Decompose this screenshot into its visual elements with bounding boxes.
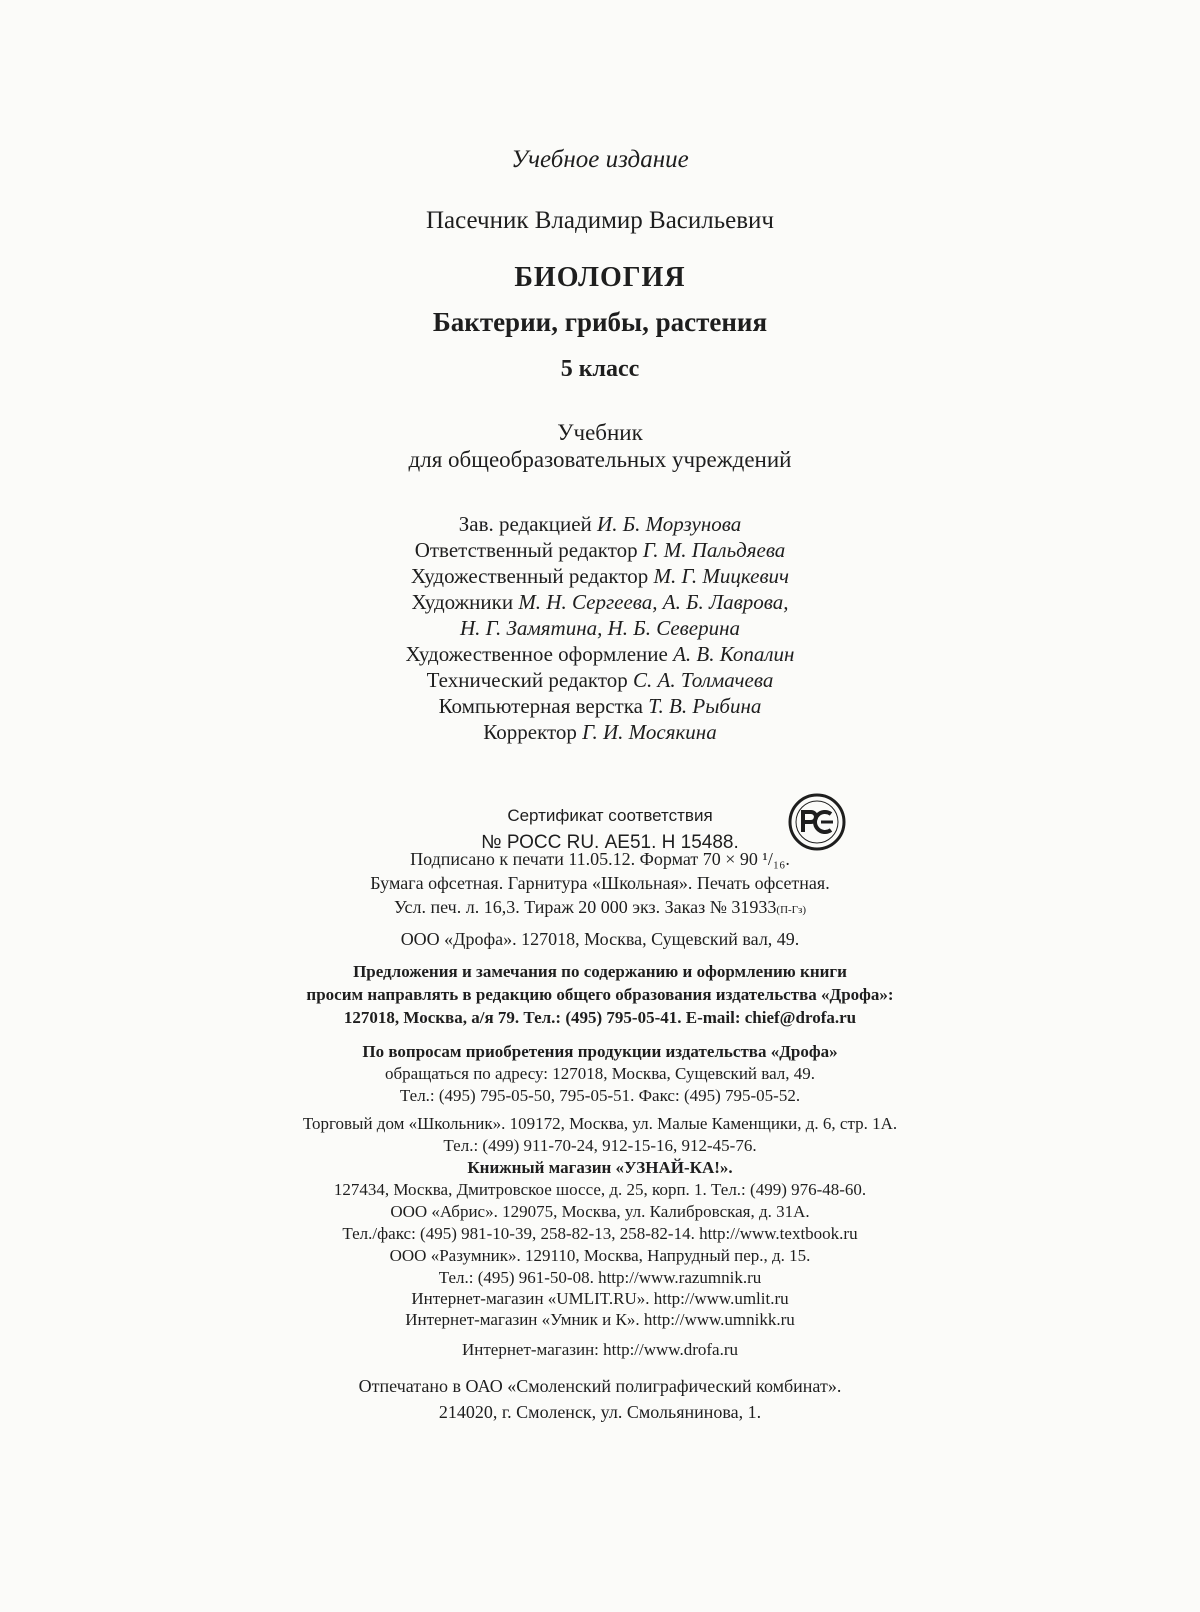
order-suffix: (П-Гз) xyxy=(776,904,807,916)
credit-role: Корректор xyxy=(483,720,583,744)
distributor-line: Тел.: (499) 911-70-24, 912-15-16, 912-45-76. xyxy=(443,1136,757,1155)
credit-line xyxy=(0,642,1200,667)
credit-line xyxy=(0,668,1200,693)
credit-line xyxy=(0,538,1200,563)
credit-names: С. А. Толмачева xyxy=(633,668,774,692)
distributor-line: Тел./факс: (495) 981-10-39, 258-82-13, 258-82-14. http://www.textbook.ru xyxy=(342,1224,858,1243)
credit-role: Технический редактор xyxy=(426,668,633,692)
purchase-line: По вопросам приобретения продукции издательства «Дрофа» xyxy=(362,1042,838,1061)
feedback-line: Предложения и замечания по содержанию и оформлению книги xyxy=(353,962,847,981)
publication-type: Учебное издание xyxy=(511,146,689,173)
credit-names: М. Н. Сергеева, А. Б. Лаврова, xyxy=(518,590,789,614)
certificate-title: Сертификат соответствия xyxy=(507,806,713,825)
author-name: Пасечник Владимир Васильевич xyxy=(425,207,775,234)
book-audience: для общеобразовательных учреждений xyxy=(408,447,792,472)
purchase-line: Тел.: (495) 795-05-50, 795-05-51. Факс: (495) 795-05-52. xyxy=(399,1086,801,1105)
credit-line xyxy=(0,512,1200,537)
imprint-paper: Бумага офсетная. Гарнитура «Школьная». Печать офсетная. xyxy=(370,873,830,893)
printer-line: 214020, г. Смоленск, ул. Смольянинова, 1. xyxy=(438,1402,762,1422)
credit-line xyxy=(0,616,1200,641)
credit-line xyxy=(0,720,1200,745)
book-subtitle: Бактерии, грибы, растения xyxy=(432,307,768,337)
book-title: БИОЛОГИЯ xyxy=(514,262,686,293)
imprint-print-run: Усл. печ. л. 16,3. Тираж 20 000 экз. Заказ № 31933(П-Гз) xyxy=(393,897,807,917)
purchase-line: обращаться по адресу: 127018, Москва, Сущевский вал, 49. xyxy=(385,1064,815,1083)
credit-line xyxy=(0,564,1200,589)
certificate-number: № РОСС RU. АЕ51. Н 15488. xyxy=(481,832,739,853)
credit-names: Г. И. Мосякина xyxy=(582,720,717,744)
credit-role: Зав. редакцией xyxy=(458,512,598,536)
credit-names: Н. Г. Замятина, Н. Б. Северина xyxy=(459,616,741,640)
credit-names: А. В. Копалин xyxy=(673,642,795,666)
certification-mark-icon xyxy=(787,792,847,852)
credit-line xyxy=(0,590,1200,615)
credit-names: Т. В. Рыбина xyxy=(648,694,762,718)
feedback-line: 127018, Москва, а/я 79. Тел.: (495) 795-05-41. E-mail: chief@drofa.ru xyxy=(343,1008,857,1027)
distributor-line: Книжный магазин «УЗНАЙ-КА!». xyxy=(467,1158,733,1177)
credit-role: Художественное оформление xyxy=(405,642,674,666)
credit-names: М. Г. Мицкевич xyxy=(653,564,790,588)
credit-names: Г. М. Пальдяева xyxy=(642,538,786,562)
printer-line: Отпечатано в ОАО «Смоленский полиграфический комбинат». xyxy=(358,1376,842,1396)
distributor-line: Интернет-магазин «UMLIT.RU». http://www.umlit.ru xyxy=(411,1289,789,1308)
credit-role: Компьютерная верстка xyxy=(438,694,649,718)
feedback-line: просим направлять в редакцию общего образования издательства «Дрофа»: xyxy=(306,985,894,1004)
online-store: Интернет-магазин: http://www.drofa.ru xyxy=(461,1340,739,1359)
imprint-signed: Подписано к печати 11.05.12. Формат 70 × 90 ¹/₁₆. xyxy=(410,849,790,869)
credit-role: Художники xyxy=(411,590,519,614)
distributor-line: ООО «Абрис». 129075, Москва, ул. Калибровская, д. 31А. xyxy=(390,1202,810,1221)
distributor-line: Интернет-магазин «Умник и К». http://www.umnikk.ru xyxy=(405,1310,795,1329)
book-type: Учебник xyxy=(557,420,643,445)
distributor-line: Торговый дом «Школьник». 109172, Москва, ул. Малые Каменщики, д. 6, стр. 1А. xyxy=(302,1114,898,1133)
credit-line xyxy=(0,694,1200,719)
grade-level: 5 класс xyxy=(560,356,640,382)
distributor-line: 127434, Москва, Дмитровское шоссе, д. 25, корп. 1. Тел.: (499) 976-48-60. xyxy=(333,1180,867,1199)
credit-role: Художественный редактор xyxy=(410,564,654,588)
distributor-line: Тел.: (495) 961-50-08. http://www.razumnik.ru xyxy=(438,1268,762,1287)
credit-names: И. Б. Морзунова xyxy=(597,512,742,536)
imprint-publisher: ООО «Дрофа». 127018, Москва, Сущевский вал, 49. xyxy=(400,929,800,949)
distributor-line: ООО «Разумник». 129110, Москва, Напрудный пер., д. 15. xyxy=(389,1246,811,1265)
credit-role: Ответственный редактор xyxy=(414,538,643,562)
